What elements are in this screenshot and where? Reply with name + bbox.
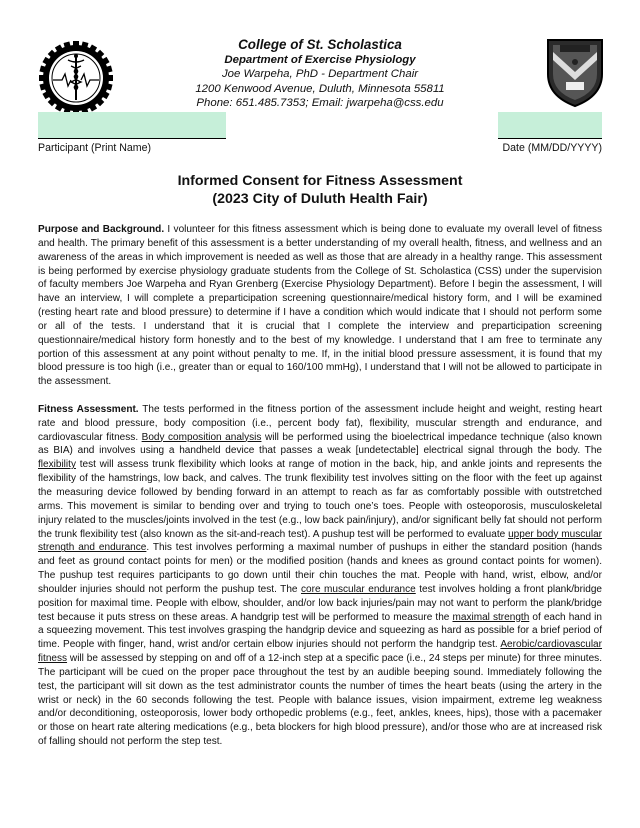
upper-body-term: upper body muscular strength and endurance [38, 528, 603, 554]
contact-info: Phone: 651.485.7353; Email: jwarpeha@css.edu [196, 97, 444, 110]
form-title-line1: Informed Consent for Fitness Assessment [177, 173, 463, 189]
flexibility-term: flexibility [38, 459, 76, 471]
form-title [0, 172, 640, 208]
maximal-strength-term: maximal strength [452, 611, 530, 623]
fitness-text-7: will be assessed by stepping on and off of a 12-inch step at a specific pace (i.e., 24 steps per minute) for three minutes. The participant will be cued on the proper pace throughout the test by an audible beeping sound. Immediately following the test, the participant will sit down as the test administrator counts the number of times the heart beats (using the artery in the wrist or neck) in the 60 seconds following the test. People with balance issues, vision impairment, extreme leg weakness and/or deconditioning, osteoporosis, lower body orthopedic problems (e.g., feet, ankles, knees, hips), those with a pacemaker or those on heart rate altering medications (e.g., beta blockers for high blood pressure), and/or those who are at increased risk of falling should not perform the step test. [38, 653, 602, 748]
fitness-text-2: will be performed using the bioelectrical impedance technique (also known as BIA) and involves using a handheld device that passes a weak [undetectable] electrical signal through the body. The [38, 431, 603, 457]
core-endurance-term: core muscular endurance [300, 583, 416, 595]
aerobic-fitness-term: Aerobic/cardiovascular fitness [38, 639, 602, 665]
fitness-text-4: . This test involves performing a maximal number of pushups in either the standard position (hands and feet as ground contact points for men) or the modified position (hands and knees as ground contact points for women). The pushup test requires participants to go down until their chin touches the mat. People with hand, wrist, elbow, and/or shoulder injuries should not perform the pushup test. The [38, 542, 602, 595]
department-name: Department of Exercise Physiology [224, 54, 416, 66]
fitness-text-6: of each hand in a squeezing movement. This test involves grasping the handgrip device and squeezing as hard as possible for a brief period of time. People with finger, hand, wrist and/or certain elbow injuries should not perform the handgrip test. [38, 611, 602, 651]
participant-name-field[interactable] [38, 112, 226, 139]
address: 1200 Kenwood Avenue, Duluth, Minnesota 55811 [195, 82, 445, 95]
fitness-text-3: test will assess trunk flexibility which looks at range of motion in the back, hip, and ankle joints and represents the flexibility of the hamstrings, low back, and calves. The trunk flexibility test involves sitting on the floor with the feet up against the measuring device followed by bending forward in an attempt to reach as far as comfortably possible with outstretched arms. This movement is similar to bending over and trying to touch one’s toes. People with osteoporosis, musculoskeletal injury related to the muscles/joints involved in the test (e.g., low back pain/injury), and/or significant belly fat should not perform the trunk flexibility test (also known as the sit-and-reach test). A pushup test will be performed to evaluate [38, 459, 602, 540]
consent-body [38, 223, 602, 749]
fitness-heading: Fitness Assessment. [38, 403, 139, 415]
fitness-text-1: The tests performed in the fitness portion of the assessment include height and weight, resting heart rate and blood pressure, body composition (i.e., percent body fat), flexibility, muscular strength and endurance, and cardiovascular fitness. [38, 403, 602, 443]
body-composition-term: Body composition analysis [141, 431, 262, 443]
form-title-line2: (2023 City of Duluth Health Fair) [212, 191, 428, 207]
date-field[interactable] [498, 112, 602, 139]
date-label: Date (MM/DD/YYYY) [502, 142, 602, 154]
fitness-paragraph [38, 403, 602, 749]
college-name: College of St. Scholastica [238, 37, 402, 52]
purpose-heading: Purpose and Background. [38, 224, 165, 235]
participant-name-label: Participant (Print Name) [38, 142, 152, 154]
purpose-text: I volunteer for this fitness assessment which is being done to evaluate my overall level of fitness and health. The primary benefit of this assessment is a better understanding of my overall health, fitness, and wellness and an awareness of the areas in which improvement is needed as well as those that are already in a healthy range. This assessment is being performed by exercise physiology graduate students from the College of St. Scholastica (CSS) under the supervision of faculty members Joe Warpeha and Ryan Grenberg (Exercise Physiology Department). Before I begin the assessment, I will have an interview, I will complete a preparticipation screening questionnaire/medical history form, and I will be examined (resting heart rate and blood pressure) to determine if I have a condition which would indicate that I should not perform some or all of the tests. I understand that it is crucial that I complete the interview and preparticipation screening questionnaire/medical history form honestly and to the best of my knowledge. I understand that I am free to terminate any portion of this assessment at any point without penalty to me. If, in the initial blood pressure assessment, it is found that my blood pressure is too high (i.e., greater than or equal to 160/100 mmHg), I understand that I will not be allowed to participate in the assessment. [38, 224, 602, 388]
department-chair: Joe Warpeha, PhD - Department Chair [221, 68, 419, 81]
purpose-paragraph [38, 223, 602, 389]
letterhead [0, 36, 640, 111]
fitness-text-5: test involves holding a front plank/bridge position for maximal time. People with elbow, shoulder, and/or low back injuries/pain may not want to perform the plank/bridge test because it puts stress on these areas. A handgrip test will be performed to measure the [38, 583, 602, 623]
